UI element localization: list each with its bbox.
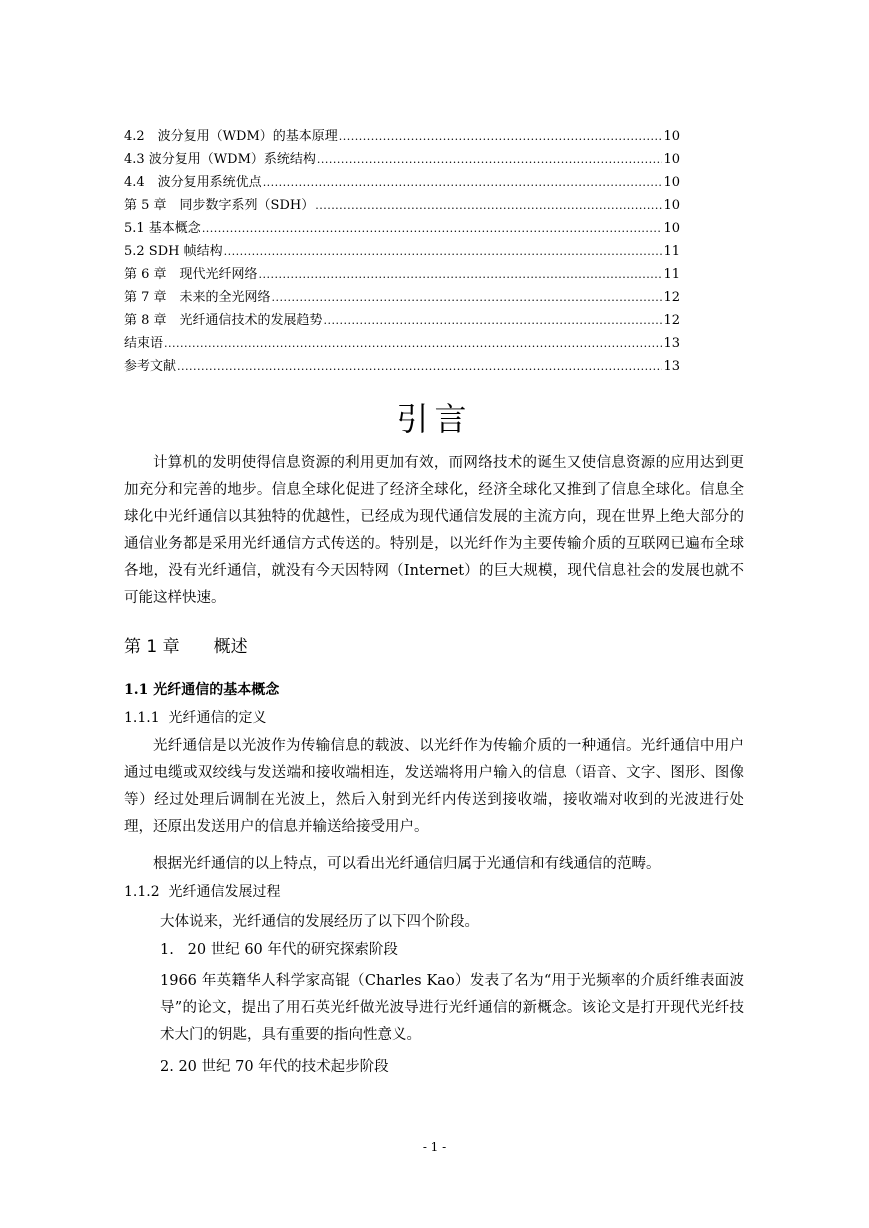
chapter-1-heading: 第 1 章 概述 [124, 637, 248, 657]
toc-leader-dots [272, 286, 663, 309]
toc-entry-page: 13 [663, 359, 680, 374]
toc-leader-dots [164, 332, 662, 355]
toc-entry-page: 10 [663, 129, 680, 144]
intro-heading: 引言 [396, 400, 473, 438]
section-1-1-heading: 1.1 光纤通信的基本概念 [124, 682, 280, 698]
toc-leader-dots [324, 309, 663, 332]
toc-entry-page: 10 [663, 198, 680, 213]
toc-entry-label: 4.3 波分复用（WDM）系统结构 [124, 152, 316, 167]
toc-leader-dots [224, 240, 663, 263]
table-of-contents [124, 125, 680, 378]
toc-entry[interactable] [124, 332, 680, 355]
toc-entry-label: 参考文献 [124, 359, 177, 374]
toc-entry-page: 12 [663, 313, 680, 328]
toc-entry-label: 第 6 章 现代光纤网络 [124, 267, 258, 282]
toc-entry[interactable] [124, 286, 680, 309]
toc-entry-page: 11 [663, 244, 680, 259]
subsection-1-1-2-heading: 1.1.2 光纤通信发展过程 [124, 884, 281, 900]
toc-entry[interactable] [124, 125, 680, 148]
toc-entry-label: 第 5 章 同步数字系列（SDH） [124, 198, 315, 213]
toc-entry[interactable] [124, 194, 680, 217]
toc-entry-label: 5.2 SDH 帧结构 [124, 244, 223, 259]
category-paragraph: 根据光纤通信的以上特点，可以看出光纤通信归属于光通信和有线通信的范畴。 [153, 856, 661, 872]
toc-entry[interactable] [124, 309, 680, 332]
toc-entry[interactable] [124, 240, 680, 263]
toc-leader-dots [263, 171, 663, 194]
intro-paragraph: 计算机的发明使得信息资源的利用更加有效，而网络技术的诞生又使信息资源的应用达到更加充分和完善的地步。信息全球化促进了经济全球化，经济全球化又推到了信息全球化。信息全球化中光纤通信以其独特的优越性，已经成为现代通信发展的主流方向，现在世界上绝大部分的通信业务都是采用光纤通信方式传送的。特别是，以光纤作为主要传输介质的互联网已遍布全球各地，没有光纤通信，就没有今天因特网（Internet）的巨大规模，现代信息社会的发展也就不可能这样快速。 [124, 455, 744, 606]
toc-entry[interactable] [124, 171, 680, 194]
toc-entry-page: 13 [663, 336, 680, 351]
toc-entry[interactable] [124, 355, 680, 378]
toc-entry-label: 结束语 [124, 336, 164, 351]
toc-leader-dots [202, 217, 663, 240]
toc-entry-page: 10 [663, 221, 680, 236]
subsection-1-1-1-heading: 1.1.1 光纤通信的定义 [124, 710, 267, 726]
toc-entry[interactable] [124, 263, 680, 286]
stages-intro-text: 大体说来，光纤通信的发展经历了以下四个阶段。 [160, 914, 479, 930]
toc-entry[interactable] [124, 217, 680, 240]
stage-2-heading: 2. 20 世纪 70 年代的技术起步阶段 [160, 1059, 389, 1075]
toc-leader-dots [177, 355, 662, 378]
toc-leader-dots [339, 125, 663, 148]
toc-entry-page: 11 [663, 267, 680, 282]
toc-entry-page: 12 [663, 290, 680, 305]
toc-leader-dots [259, 263, 663, 286]
toc-leader-dots [317, 148, 663, 171]
toc-entry-label: 4.4 波分复用系统优点 [124, 175, 262, 190]
toc-entry-label: 4.2 波分复用（WDM）的基本原理 [124, 129, 338, 144]
toc-entry-label: 第 8 章 光纤通信技术的发展趋势 [124, 313, 323, 328]
toc-entry[interactable] [124, 148, 680, 171]
page-number: - 1 - [422, 1140, 447, 1154]
toc-leader-dots [315, 194, 662, 217]
definition-paragraph: 光纤通信是以光波作为传输信息的载波、以光纤作为传输介质的一种通信。光纤通信中用户通过电缆或双绞线与发送端和接收端相连，发送端将用户输入的信息（语音、文字、图形、图像等）经过处理后调制在光波上，然后入射到光纤内传送到接收端，接收端对收到的光波进行处理，还原出发送用户的信息并输送给接受用户。 [124, 738, 744, 835]
toc-entry-page: 10 [663, 152, 680, 167]
toc-entry-label: 5.1 基本概念 [124, 221, 201, 236]
toc-entry-page: 10 [663, 175, 680, 190]
toc-entry-label: 第 7 章 未来的全光网络 [124, 290, 271, 305]
stage-1-paragraph: 1966 年英籍华人科学家高锟（Charles Kao）发表了名为“用于光频率的介质纤维表面波导”的论文，提出了用石英光纤做光波导进行光纤通信的新概念。该论文是打开现代光纤技术大门的钥匙，具有重要的指向性意义。 [160, 973, 744, 1043]
stage-1-heading: 1. 20 世纪 60 年代的研究探索阶段 [160, 942, 398, 958]
